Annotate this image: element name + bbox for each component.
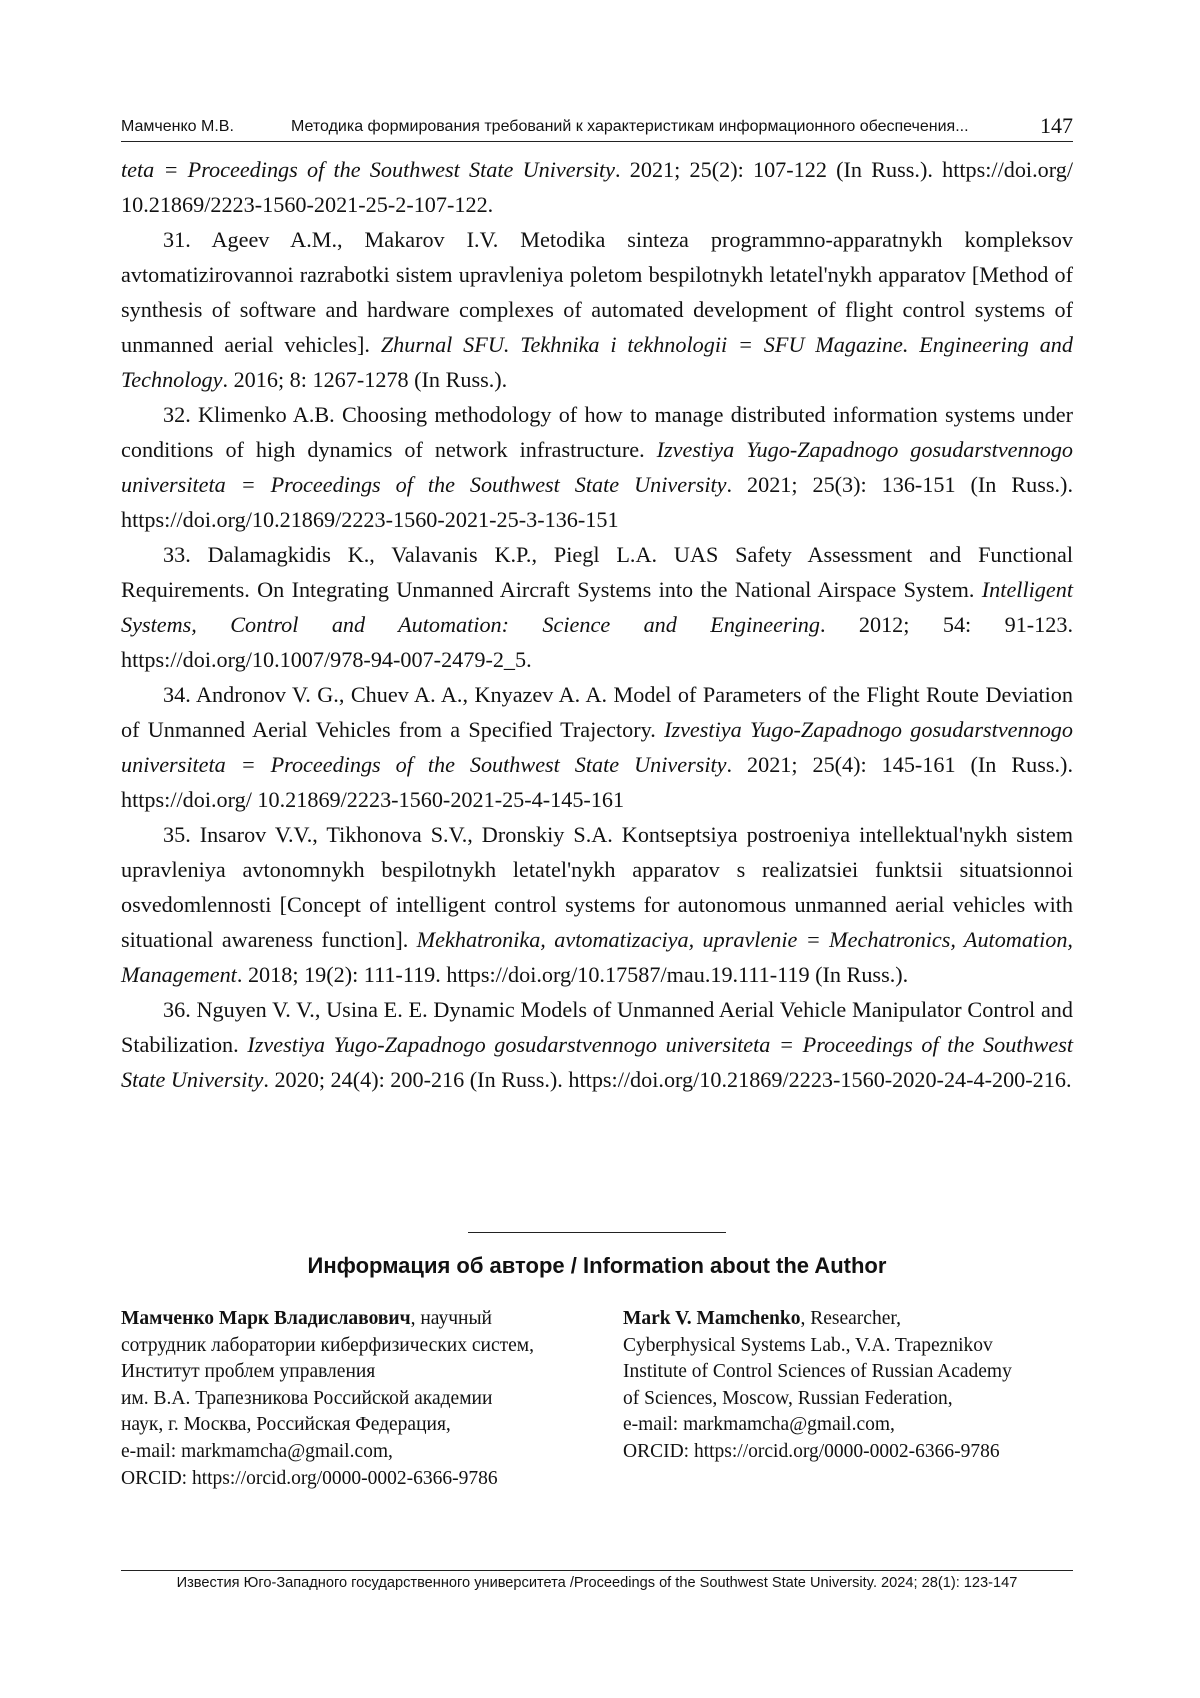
reference-journal: teta = Proceedings of the Southwest State University	[121, 157, 615, 182]
author-line: Cyberphysical Systems Lab., V.A. Trapeznikov	[623, 1334, 993, 1356]
author-name: Мамченко Марк Владиславович	[121, 1308, 411, 1329]
reference-details: . 2021; 25(3): 136-151 (In Russ.). https://doi.org/10.21869/2223-1560-2021-25-3-136-151	[121, 472, 1073, 532]
author-line	[623, 1306, 1083, 1333]
reference-33	[121, 537, 1073, 677]
header-author: Мамченко М.В.	[121, 118, 234, 135]
header-title: Методика формирования требований к характеристикам информационного обеспечения...	[291, 118, 969, 135]
reference-details: . 2018; 19(2): 111-119. https://doi.org/10.17587/mau.19.111-119 (In Russ.).	[236, 962, 909, 987]
reference-journal: Intelligent Systems, Control and Automation: Science and Engineering	[121, 577, 1073, 637]
reference-text: 35. Insarov V.V., Tikhonova S.V., Dronskiy S.A. Kontseptsiya postroeniya intellektual'nykh sistem upravleniya avtonomnykh bespilotnykh letatel'nykh apparatov s realizatsiei funktsii situatsionnoi osvedomlennosti [Concept of intelligent control systems for autonomous unmanned aerial vehicles with situational awareness function].	[121, 822, 1073, 952]
author-line: сотрудник лаборатории киберфизических систем,	[121, 1334, 534, 1356]
reference-31	[121, 222, 1073, 397]
reference-details: . 2016; 8: 1267-1278 (In Russ.).	[222, 367, 508, 392]
author-info-russian	[121, 1306, 611, 1492]
author-orcid: ORCID: https://orcid.org/0000-0002-6366-9786	[623, 1440, 1000, 1462]
page-number: 147	[1040, 113, 1073, 138]
author-line: наук, г. Москва, Российская Федерация,	[121, 1414, 451, 1436]
reference-text: 32. Klimenko A.B. Choosing methodology of how to manage distributed information systems under conditions of high dynamics of network infrastructure.	[121, 402, 1073, 462]
reference-continuation	[121, 152, 1073, 222]
reference-list	[121, 152, 1073, 1097]
reference-36	[121, 992, 1073, 1097]
reference-journal: Izvestiya Yugo-Zapadnogo gosudarstvennogo universiteta = Proceedings of the Southwest State University	[121, 437, 1074, 497]
reference-details: . 2021; 25(2): 107-122 (In Russ.). https://doi.org/ 10.21869/2223-1560-2021-25-2-107-122.	[121, 157, 1073, 217]
reference-journal: Mekhatronika, avtomatizaciya, upravlenie = Mechatronics, Automation, Management	[121, 927, 1073, 987]
section-divider	[468, 1232, 726, 1233]
reference-34	[121, 677, 1073, 817]
reference-text: 34. Andronov V. G., Chuev A. A., Knyazev A. A. Model of Parameters of the Flight Route Deviation of Unmanned Aerial Vehicles from a Specified Trajectory.	[121, 682, 1073, 742]
author-position: , научный	[410, 1308, 492, 1329]
author-email: e-mail: markmamcha@gmail.com,	[121, 1440, 393, 1462]
running-footer: Известия Юго-Западного государственного университета /Proceedings of the Southwest State University. 2024; 28(1): 123-147	[121, 1570, 1073, 1591]
author-line: Институт проблем управления	[121, 1361, 376, 1383]
author-position: , Researcher,	[800, 1308, 901, 1329]
reference-details: . 2020; 24(4): 200-216 (In Russ.). https://doi.org/10.21869/2223-1560-2020-24-4-200-216.	[263, 1067, 1072, 1092]
author-line: Institute of Control Sciences of Russian Academy	[623, 1361, 1012, 1383]
reference-35	[121, 817, 1073, 992]
reference-text: 31. Ageev A.M., Makarov I.V. Metodika sinteza programmno-apparatnykh kompleksov avtomatizirovannoi razrabotki sistem upravleniya poletom bespilotnykh letatel'nykh apparatov [Method of synthesis of software and hardware complexes of automated development of flight control systems of unmanned aerial vehicles].	[121, 227, 1073, 357]
reference-journal: Zhurnal SFU. Tekhnika i tekhnologii = SFU Magazine. Engineering and Technology	[121, 332, 1073, 392]
author-email: e-mail: markmamcha@gmail.com,	[623, 1414, 895, 1436]
reference-journal: Izvestiya Yugo-Zapadnogo gosudarstvennogo universiteta = Proceedings of the Southwest State University	[121, 717, 1073, 777]
author-line: of Sciences, Moscow, Russian Federation,	[623, 1387, 953, 1409]
running-header	[121, 108, 1073, 142]
reference-32	[121, 397, 1073, 537]
reference-details: . 2021; 25(4): 145-161 (In Russ.). https://doi.org/ 10.21869/2223-1560-2021-25-4-145-161	[121, 752, 1073, 812]
reference-journal: Izvestiya Yugo-Zapadnogo gosudarstvennogo universiteta = Proceedings of the Southwest State University	[121, 1032, 1073, 1092]
reference-text: 36. Nguyen V. V., Usina E. E. Dynamic Models of Unmanned Aerial Vehicle Manipulator Control and Stabilization.	[121, 997, 1073, 1057]
author-line: им. В.А. Трапезникова Российской академии	[121, 1387, 493, 1409]
author-info-english	[623, 1306, 1083, 1466]
author-name: Mark V. Mamchenko	[623, 1308, 801, 1329]
reference-text: 33. Dalamagkidis K., Valavanis K.P., Piegl L.A. UAS Safety Assessment and Functional Requirements. On Integrating Unmanned Aircraft Systems into the National Airspace System.	[121, 542, 1073, 602]
author-line	[121, 1306, 611, 1333]
reference-details: . 2012; 54: 91-123. https://doi.org/10.1007/978-94-007-2479-2_5.	[121, 612, 1074, 672]
author-info-heading: Информация об авторе / Information about the Author	[307, 1253, 887, 1278]
author-orcid: ORCID: https://orcid.org/0000-0002-6366-9786	[121, 1467, 498, 1489]
